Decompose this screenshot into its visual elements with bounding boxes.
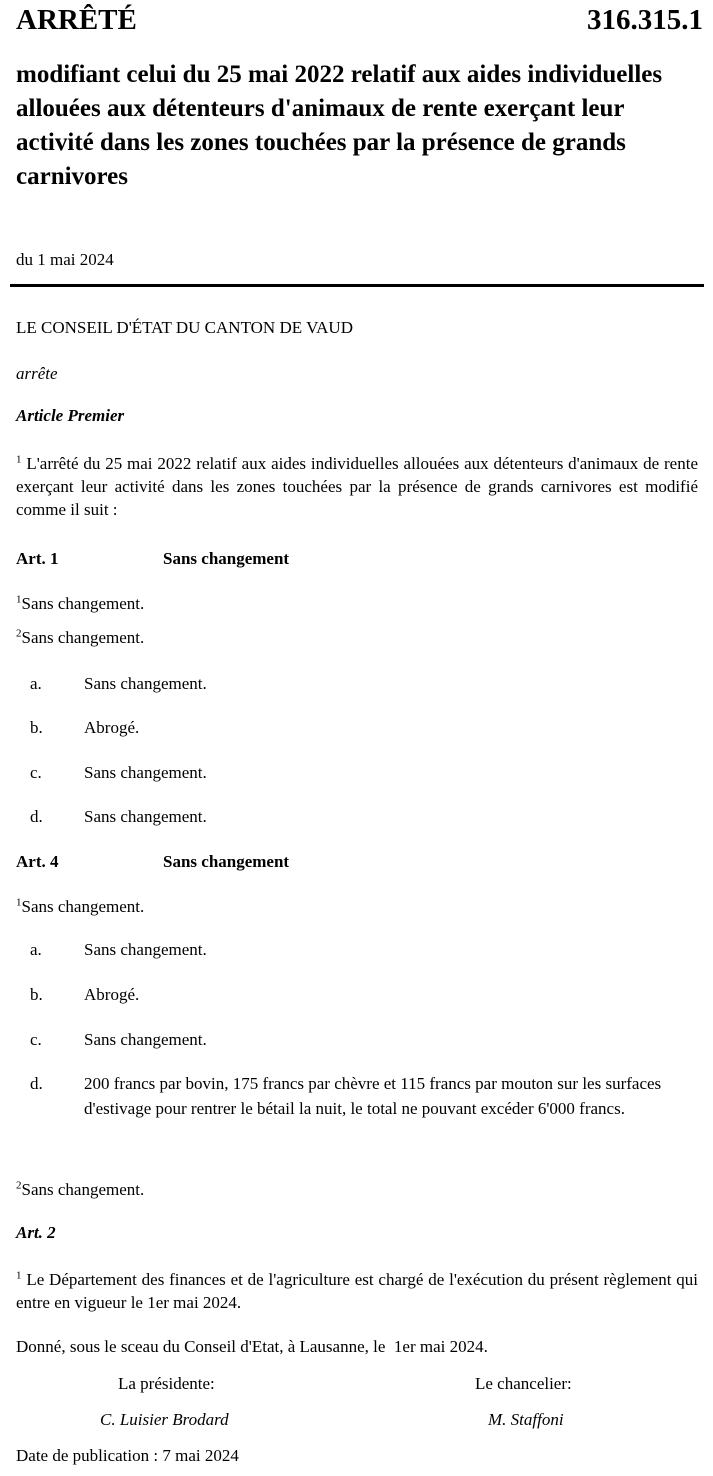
header-divider	[10, 284, 704, 287]
list-item-text: Abrogé.	[84, 718, 140, 737]
list-item-letter: c.	[30, 1030, 42, 1049]
art1-label: Art. 1	[16, 549, 59, 568]
list-item-letter: d.	[30, 1074, 43, 1093]
art4-al2-text: Sans changement.	[21, 1180, 145, 1199]
article-premier-body: L'arrêté du 25 mai 2022 relatif aux aides individuelles allouées aux détenteurs d'animaux de rente exerçant leur activité dans les zones touchées par la présence de grands carnivores est modifié comme il suit :	[16, 454, 698, 519]
paragraph-number: 1	[16, 453, 22, 466]
list-item-text: Sans changement.	[84, 674, 207, 693]
document-number: 316.315.1	[587, 4, 703, 36]
list-item-letter: d.	[30, 807, 43, 826]
decrees-word: arrête	[16, 364, 58, 383]
art1-al1	[16, 594, 144, 614]
article-premier-title: Article Premier	[16, 406, 125, 425]
art1-al2	[16, 628, 144, 648]
art4-al1	[16, 897, 144, 917]
paragraph-number: 2	[16, 1179, 22, 1192]
article-premier-text	[16, 452, 698, 521]
list-item-text: Abrogé.	[84, 985, 140, 1004]
right-signatory-role: Le chancelier:	[475, 1374, 572, 1393]
paragraph-number: 1	[16, 593, 22, 606]
art2-text	[16, 1268, 698, 1314]
art2-body: Le Département des finances et de l'agriculture est chargé de l'exécution du présent règlement qui entre en vigueur le 1er mai 2024.	[16, 1270, 698, 1312]
paragraph-number: 1	[16, 896, 22, 909]
list-item-text: 200 francs par bovin, 175 francs par chèvre et 115 francs par mouton sur les surfaces d'estivage pour rentrer le bétail la nuit, le total ne pouvant excéder 6'000 francs.	[84, 1074, 662, 1118]
list-item-letter: a.	[30, 940, 42, 959]
left-signatory-role: La présidente:	[118, 1374, 215, 1393]
document-type: ARRÊTÉ	[16, 4, 137, 36]
publication-date: Date de publication : 7 mai 2024	[16, 1446, 239, 1465]
paragraph-number: 2	[16, 627, 22, 640]
art1-al2-text: Sans changement.	[21, 628, 145, 647]
left-signatory-name: C. Luisier Brodard	[100, 1410, 229, 1429]
art4-label: Art. 4	[16, 852, 59, 871]
right-signatory-name: M. Staffoni	[488, 1410, 564, 1429]
list-item-text: Sans changement.	[84, 1030, 207, 1049]
list-item-letter: b.	[30, 985, 43, 1004]
list-item-letter: c.	[30, 763, 42, 782]
art4-al1-text: Sans changement.	[21, 897, 145, 916]
list-item-letter: b.	[30, 718, 43, 737]
list-item-text: Sans changement.	[84, 940, 207, 959]
given-statement: Donné, sous le sceau du Conseil d'Etat, à Lausanne, le 1er mai 2024.	[16, 1337, 488, 1356]
list-item-letter: a.	[30, 674, 42, 693]
authority: LE CONSEIL D'ÉTAT DU CANTON DE VAUD	[16, 318, 353, 337]
art1-heading: Sans changement	[163, 549, 290, 568]
art4-al2	[16, 1180, 144, 1200]
art2-label: Art. 2	[16, 1223, 56, 1242]
art1-al1-text: Sans changement.	[21, 594, 145, 613]
list-item-text: Sans changement.	[84, 807, 207, 826]
document-subtitle: modifiant celui du 25 mai 2022 relatif aux aides individuelles allouées aux détenteurs d'animaux de rente exerçant leur activité dans les zones touchées par la présence de grands carnivores	[16, 61, 663, 190]
art4-heading: Sans changement	[163, 852, 290, 871]
list-item-text: Sans changement.	[84, 763, 207, 782]
document-date: du 1 mai 2024	[16, 250, 114, 269]
paragraph-number: 1	[16, 1269, 22, 1282]
